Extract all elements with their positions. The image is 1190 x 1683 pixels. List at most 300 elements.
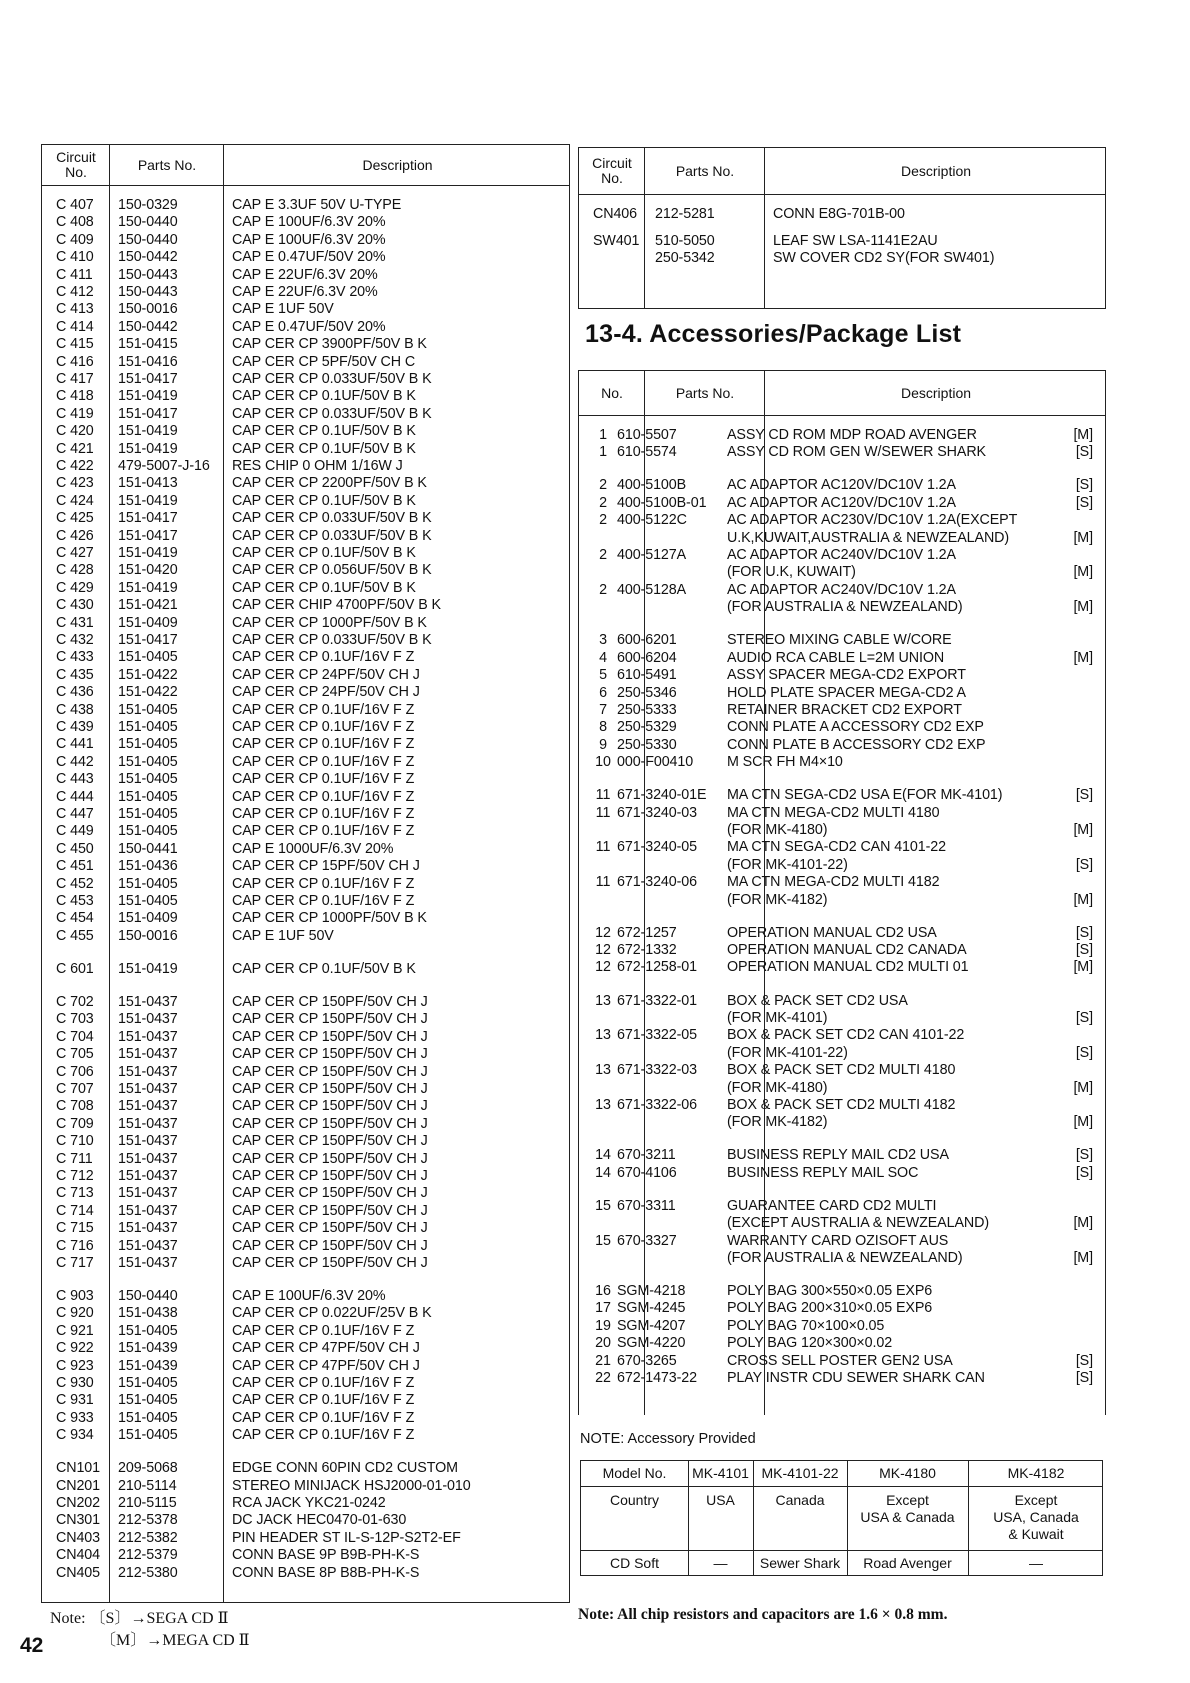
accessory-row	[579, 1165, 1105, 1182]
circuit-no: C 447	[56, 806, 94, 822]
accessory-row	[579, 874, 1105, 891]
region-tag: [M]	[1073, 1114, 1093, 1131]
circuit-no: C 711	[56, 1150, 93, 1167]
circuit-no: SW401	[593, 233, 640, 249]
part-row	[42, 336, 569, 353]
part-number: 671-3240-05	[617, 839, 697, 856]
part-row	[42, 267, 569, 284]
part-row	[42, 1203, 569, 1220]
part-description: BOX & PACK SET CD2 CAN 4101-22	[727, 1027, 965, 1044]
part-number: 151-0405	[118, 1409, 178, 1426]
part-row	[42, 214, 569, 231]
part-description: CAP CER CP 150PF/50V CH J	[232, 1202, 428, 1219]
cd-soft-label: CD Soft	[609, 1554, 659, 1571]
part-number: 250-5346	[617, 684, 677, 701]
part-number: 151-0405	[118, 753, 178, 770]
part-description: MA CTN SEGA-CD2 USA E(FOR MK-4101)	[727, 787, 1003, 804]
part-number: 151-0437	[118, 1046, 178, 1063]
circuit-no: CN101	[56, 1460, 101, 1477]
part-description: CAP CER CP 24PF/50V CH J	[232, 666, 420, 683]
part-number: 150-0442	[118, 249, 178, 266]
accessory-row	[579, 1080, 1105, 1097]
accessory-row	[579, 993, 1105, 1010]
part-description: (FOR AUSTRALIA & NEWZEALAND)	[727, 599, 963, 616]
part-number: 151-0437	[118, 1202, 178, 1219]
part-number: 210-5114	[118, 1477, 177, 1494]
item-no: 13	[595, 1062, 611, 1079]
part-description: CAP E 1000UF/6.3V 20%	[232, 840, 394, 857]
circuit-no: CN406	[593, 206, 638, 222]
part-row	[42, 475, 569, 492]
part-row	[42, 1547, 569, 1564]
part-number: 151-0416	[118, 353, 178, 370]
part-number: 151-0437	[118, 1098, 178, 1115]
part-number: 151-0437	[118, 1063, 178, 1080]
region-tag: [S]	[1075, 856, 1093, 873]
part-row	[42, 1238, 569, 1255]
item-no: 12	[595, 959, 611, 976]
part-number: 151-0417	[118, 405, 178, 422]
part-number: 212-5380	[118, 1564, 178, 1581]
accessory-row	[579, 702, 1105, 719]
part-description: PIN HEADER ST IL-S-12P-S2T2-EF	[232, 1529, 461, 1546]
part-number: 400-5100B	[617, 477, 687, 494]
part-description: MA CTN MEGA-CD2 MULTI 4180	[727, 804, 940, 821]
circuit-no: C 430	[56, 597, 94, 614]
circuit-no: C 439	[56, 719, 94, 735]
accessory-row	[579, 1027, 1105, 1044]
accessory-row	[579, 1114, 1105, 1131]
part-number: 151-0405	[118, 823, 178, 840]
circuit-no: C 705	[56, 1046, 94, 1063]
part-description: CAP E 22UF/6.3V 20%	[232, 266, 378, 283]
circuit-no: C 409	[56, 231, 94, 248]
part-description: RETAINER BRACKET CD2 EXPORT	[727, 701, 962, 718]
part-description: CAP CER CP 1000PF/50V B K	[232, 910, 427, 927]
part-description: CAP CER CP 0.1UF/16V F Z	[232, 893, 415, 909]
part-number: 250-5330	[617, 736, 677, 753]
part-description: POLY BAG 70×100×0.05	[727, 1317, 885, 1334]
part-description: CAP CER CP 0.1UF/16V F Z	[232, 719, 415, 735]
part-description: AC ADAPTOR AC240V/DC10V 1.2A	[727, 581, 956, 598]
part-row	[42, 1116, 569, 1133]
part-description: CAP CER CP 0.033UF/50V B K	[232, 510, 432, 527]
header-parts-no: Parts No.	[137, 156, 197, 173]
circuit-no: C 707	[56, 1080, 94, 1097]
circuit-no: C 425	[56, 510, 94, 527]
part-row	[42, 1495, 569, 1512]
part-number: 151-0409	[118, 614, 178, 631]
part-number: 151-0409	[118, 910, 178, 927]
part-number: 671-3322-06	[617, 1096, 697, 1113]
region-tag: [M]	[1073, 821, 1093, 838]
part-number: 150-0441	[118, 840, 178, 857]
part-number: SGM-4245	[617, 1300, 686, 1317]
part-description: STEREO MIXING CABLE W/CORE	[727, 632, 952, 649]
part-number: 151-0419	[118, 960, 178, 977]
part-number: 212-5382	[118, 1529, 178, 1546]
accessory-row	[579, 822, 1105, 839]
part-number: 151-0421	[118, 597, 178, 614]
circuit-no: C 438	[56, 701, 94, 718]
circuit-no: C 426	[56, 527, 94, 544]
part-row	[42, 754, 569, 771]
part-description: POLY BAG 300×550×0.05 EXP6	[727, 1283, 933, 1300]
part-description: CAP CER CP 0.033UF/50V B K	[232, 527, 432, 544]
model-mk-4101: MK-4101	[692, 1465, 749, 1481]
accessory-row	[579, 1353, 1105, 1370]
circuit-no: C 444	[56, 788, 94, 805]
item-no: 11	[595, 874, 611, 891]
part-description: EDGE CONN 60PIN CD2 CUSTOM	[232, 1460, 458, 1477]
part-description: CROSS SELL POSTER GEN2 USA	[727, 1352, 953, 1369]
part-description: CAP CER CP 150PF/50V CH J	[232, 1185, 428, 1202]
item-no: 1	[599, 427, 607, 443]
circuit-no: CN202	[56, 1495, 101, 1512]
circuit-no: C 715	[56, 1220, 94, 1237]
part-row	[42, 771, 569, 788]
circuit-no: C 410	[56, 249, 94, 266]
circuit-no: CN201	[56, 1477, 101, 1494]
circuit-no: C 431	[56, 614, 94, 631]
part-number: 151-0437	[118, 1237, 178, 1254]
part-number: 151-0439	[118, 1357, 178, 1374]
accessory-row	[579, 547, 1105, 564]
part-number: 151-0419	[118, 545, 178, 561]
circuit-no: C 415	[56, 336, 94, 353]
part-description: LEAF SW LSA-1141E2AU	[773, 233, 938, 249]
item-no: 4	[599, 649, 607, 666]
item-no: 2	[599, 547, 607, 564]
circuit-no: CN403	[56, 1529, 101, 1546]
model-mk-4101-22: MK-4101-22	[761, 1465, 839, 1481]
item-no: 3	[599, 632, 607, 649]
part-row	[42, 1046, 569, 1063]
accessory-row	[579, 787, 1105, 804]
region-tag: [S]	[1075, 1147, 1093, 1164]
part-row	[42, 1512, 569, 1529]
circuit-no: C 428	[56, 562, 94, 579]
item-no: 13	[595, 992, 611, 1009]
table-header	[579, 148, 1105, 195]
part-number: 250-5342	[655, 250, 715, 266]
part-description: SW COVER CD2 SY(FOR SW401)	[773, 250, 995, 266]
part-number: 671-3322-05	[617, 1027, 697, 1044]
part-description: (FOR U.K, KUWAIT)	[727, 564, 856, 581]
accessory-row	[579, 737, 1105, 754]
part-number: 212-5378	[118, 1512, 178, 1529]
part-number: 400-5128A	[617, 581, 687, 598]
part-description: CAP CER CP 0.1UF/16V F Z	[232, 875, 415, 892]
part-row	[42, 1375, 569, 1392]
circuit-no: C 706	[56, 1063, 94, 1080]
circuit-no: C 920	[56, 1305, 94, 1322]
accessory-row	[579, 650, 1105, 667]
part-number: 151-0405	[118, 1374, 178, 1391]
cd-soft-cell: Sewer Shark	[759, 1554, 841, 1571]
part-row	[42, 910, 569, 927]
part-description: CONN PLATE A ACCESSORY CD2 EXP	[727, 719, 984, 736]
part-row	[42, 423, 569, 440]
circuit-no: C 450	[56, 840, 94, 857]
circuit-no: C 449	[56, 823, 94, 840]
region-tag: [S]	[1075, 1044, 1093, 1061]
part-description: CAP CER CP 0.1UF/16V F Z	[232, 1392, 415, 1409]
accessory-row	[579, 632, 1105, 649]
part-description: CAP CER CP 150PF/50V CH J	[232, 993, 428, 1010]
region-tag: [M]	[1073, 564, 1093, 581]
part-row	[42, 1255, 569, 1272]
header-parts-no: Parts No.	[675, 384, 735, 401]
region-tag: [S]	[1075, 494, 1093, 511]
part-description: POLY BAG 200×310×0.05 EXP6	[727, 1300, 933, 1317]
part-number: 150-0329	[118, 197, 178, 213]
header-description: Description	[362, 156, 433, 173]
part-number: 151-0405	[118, 719, 178, 735]
part-row	[42, 789, 569, 806]
part-row	[42, 684, 569, 701]
part-number: SGM-4220	[617, 1335, 686, 1352]
accessory-row	[579, 667, 1105, 684]
part-description: CAP CER CP 0.1UF/50V B K	[232, 579, 416, 596]
part-number: 151-0405	[118, 1427, 178, 1444]
part-number: 151-0420	[118, 562, 178, 579]
part-description: CAP CER CP 0.033UF/50V B K	[232, 371, 432, 387]
item-no: 1	[599, 444, 607, 461]
part-description: CAP CER CP 150PF/50V CH J	[232, 1167, 428, 1184]
part-row	[42, 1064, 569, 1081]
part-row	[42, 1392, 569, 1409]
part-number: 151-0419	[118, 492, 178, 509]
part-description: CAP E 100UF/6.3V 20%	[232, 1287, 386, 1304]
part-number: 670-3327	[617, 1232, 677, 1249]
part-description: OPERATION MANUAL CD2 MULTI 01	[727, 959, 969, 976]
part-number: 151-0417	[118, 632, 178, 648]
part-row	[42, 1151, 569, 1168]
accessory-row	[579, 512, 1105, 529]
part-row	[42, 1460, 569, 1477]
part-description: AC ADAPTOR AC230V/DC10V 1.2A(EXCEPT	[727, 512, 1018, 529]
item-no: 13	[595, 1027, 611, 1044]
accessory-row	[579, 839, 1105, 856]
cd-soft-cell: —	[713, 1554, 728, 1571]
part-description: CAP CER CP 0.056UF/50V B K	[232, 562, 432, 579]
part-description: CAP CER CP 0.1UF/16V F Z	[232, 806, 415, 822]
part-description: BOX & PACK SET CD2 USA	[727, 992, 908, 1009]
part-description: BOX & PACK SET CD2 MULTI 4182	[727, 1096, 956, 1113]
accessory-row	[579, 1147, 1105, 1164]
circuit-no: CN405	[56, 1564, 101, 1581]
part-description: CAP CER CP 0.1UF/16V F Z	[232, 649, 415, 666]
part-description: (FOR AUSTRALIA & NEWZEALAND)	[727, 1250, 963, 1267]
part-number: SGM-4218	[617, 1283, 686, 1300]
part-row	[579, 233, 1105, 250]
part-row	[42, 319, 569, 336]
model-mk-4180: MK-4180	[879, 1465, 936, 1481]
part-description: BOX & PACK SET CD2 MULTI 4180	[727, 1062, 956, 1079]
part-description: CAP CER CP 150PF/50V CH J	[232, 1063, 428, 1080]
item-no: 14	[595, 1147, 611, 1164]
circuit-no: C 931	[56, 1392, 94, 1409]
part-description: CAP CER CP 150PF/50V CH J	[232, 1028, 428, 1045]
part-description: CAP E 100UF/6.3V 20%	[232, 231, 386, 248]
part-description: (FOR MK-4180)	[727, 821, 828, 838]
part-row	[42, 1133, 569, 1150]
circuit-no: C 934	[56, 1427, 94, 1444]
circuit-no: C 408	[56, 214, 94, 231]
item-no: 16	[595, 1283, 611, 1300]
circuit-no: C 451	[56, 858, 94, 875]
circuit-no: C 407	[56, 197, 94, 213]
part-row	[42, 458, 569, 475]
part-number: 671-3240-01E	[617, 787, 707, 804]
circuit-no: C 433	[56, 649, 94, 666]
part-number: 400-5127A	[617, 547, 687, 564]
part-number: 151-0437	[118, 1115, 178, 1132]
part-row	[42, 197, 569, 214]
model-mk-4182: MK-4182	[1007, 1465, 1065, 1481]
part-number: 151-0437	[118, 1220, 178, 1237]
accessory-rows	[579, 427, 1105, 1415]
part-description: CAP E 100UF/6.3V 20%	[232, 214, 386, 231]
part-number: 151-0405	[118, 893, 178, 909]
part-number: 671-3322-03	[617, 1062, 697, 1079]
country-label: Country	[609, 1492, 660, 1508]
circuit-no: C 421	[56, 440, 94, 457]
part-row	[42, 858, 569, 875]
parts-rows	[579, 206, 1105, 308]
item-no: 2	[599, 477, 607, 494]
part-description: CAP E 1UF 50V	[232, 301, 334, 318]
table-header	[579, 371, 1105, 416]
circuit-no: C 424	[56, 492, 94, 509]
part-number: 610-5574	[617, 444, 677, 461]
part-number: 150-0016	[118, 301, 178, 318]
part-description: CAP CER CP 24PF/50V CH J	[232, 684, 420, 701]
part-description: CAP E 0.47UF/50V 20%	[232, 249, 386, 266]
part-number: 510-5050	[655, 233, 715, 249]
part-description: CAP CER CP 150PF/50V CH J	[232, 1133, 428, 1150]
part-row	[42, 649, 569, 666]
circuit-no: C 452	[56, 875, 94, 892]
part-description: CAP CER CP 0.1UF/16V F Z	[232, 1427, 415, 1444]
accessory-row	[579, 925, 1105, 942]
part-description: (FOR MK-4182)	[727, 891, 828, 908]
item-no: 6	[599, 684, 607, 701]
circuit-no: C 933	[56, 1409, 94, 1426]
part-row	[42, 1565, 569, 1582]
part-number: 151-0437	[118, 1011, 178, 1028]
accessory-row	[579, 582, 1105, 599]
item-no: 2	[599, 512, 607, 529]
part-row	[42, 702, 569, 719]
circuit-no: C 709	[56, 1115, 94, 1132]
header-circuit-no: Circuit No.	[592, 155, 632, 186]
part-row	[42, 632, 569, 649]
region-tag: [S]	[1075, 787, 1093, 804]
part-number: 400-5122C	[617, 512, 687, 529]
circuit-no: C 412	[56, 284, 94, 300]
model-label: Model No.	[602, 1465, 667, 1481]
circuit-no: C 930	[56, 1374, 94, 1391]
accessory-row	[579, 857, 1105, 874]
part-description: CAP CER CP 47PF/50V CH J	[232, 1340, 420, 1357]
part-number: 151-0437	[118, 1167, 178, 1184]
part-number: 151-0437	[118, 1133, 178, 1150]
item-no: 9	[599, 736, 607, 753]
table-header	[42, 145, 569, 186]
region-tag: [M]	[1073, 427, 1093, 443]
part-description: CAP CER CP 150PF/50V CH J	[232, 1115, 428, 1132]
part-description: CAP CER CP 0.022UF/25V B K	[232, 1305, 432, 1322]
part-description: RCA JACK YKC21-0242	[232, 1495, 386, 1512]
part-description: M SCR FH M4×10	[727, 754, 843, 771]
parts-list-table-left	[41, 144, 570, 1603]
part-description: WARRANTY CARD OZISOFT AUS	[727, 1232, 949, 1249]
accessory-row	[579, 1370, 1105, 1387]
part-row	[42, 841, 569, 858]
note-chip-size: Note: All chip resistors and capacitors are 1.6 × 0.8 mm.	[578, 1606, 948, 1623]
part-row	[42, 1288, 569, 1305]
part-row	[42, 1185, 569, 1202]
circuit-no: C 417	[56, 371, 94, 387]
part-description: MA CTN MEGA-CD2 MULTI 4182	[727, 874, 940, 891]
part-description: CAP CER CP 150PF/50V CH J	[232, 1220, 428, 1237]
part-number: 479-5007-J-16	[118, 458, 210, 474]
accessory-row	[579, 444, 1105, 461]
part-description: (FOR MK-4101)	[727, 1009, 828, 1026]
part-row	[42, 528, 569, 545]
part-description: BUSINESS REPLY MAIL CD2 USA	[727, 1147, 949, 1164]
accessory-row	[579, 1215, 1105, 1232]
item-no: 10	[595, 754, 611, 771]
circuit-no: C 714	[56, 1202, 94, 1219]
item-no: 12	[595, 924, 611, 941]
part-description: CAP CER CP 47PF/50V CH J	[232, 1357, 420, 1374]
part-number: 151-0405	[118, 701, 178, 718]
accessory-row	[579, 1300, 1105, 1317]
part-row	[42, 232, 569, 249]
circuit-no: C 703	[56, 1011, 94, 1028]
circuit-no: C 432	[56, 632, 94, 648]
part-description: CAP CER CP 150PF/50V CH J	[232, 1080, 428, 1097]
part-row	[42, 823, 569, 840]
circuit-no: C 413	[56, 301, 94, 318]
part-number: 672-1473-22	[617, 1370, 697, 1387]
circuit-no: C 708	[56, 1098, 94, 1115]
part-number: 670-3311	[617, 1197, 676, 1214]
region-tag: [S]	[1075, 477, 1093, 494]
item-no: 22	[595, 1370, 611, 1387]
circuit-no: C 455	[56, 927, 94, 944]
part-number: 151-0405	[118, 736, 178, 753]
circuit-no: C 420	[56, 423, 94, 440]
circuit-no: C 922	[56, 1340, 94, 1357]
accessory-row	[579, 495, 1105, 512]
part-row	[42, 1011, 569, 1028]
part-row	[42, 667, 569, 684]
part-description: ASSY CD ROM GEN W/SEWER SHARK	[727, 444, 986, 461]
note-sega-cd: Note: 〔S〕→SEGA CD Ⅱ	[50, 1610, 229, 1627]
part-description: CAP CER CP 0.1UF/16V F Z	[232, 771, 415, 788]
part-description: CAP CER CP 5PF/50V CH C	[232, 353, 416, 370]
part-number: 209-5068	[118, 1460, 178, 1477]
region-tag: [M]	[1073, 959, 1093, 976]
circuit-no: C 717	[56, 1254, 94, 1271]
part-number: 150-0443	[118, 266, 178, 283]
part-number: 671-3240-06	[617, 874, 697, 891]
item-no: 15	[595, 1197, 611, 1214]
